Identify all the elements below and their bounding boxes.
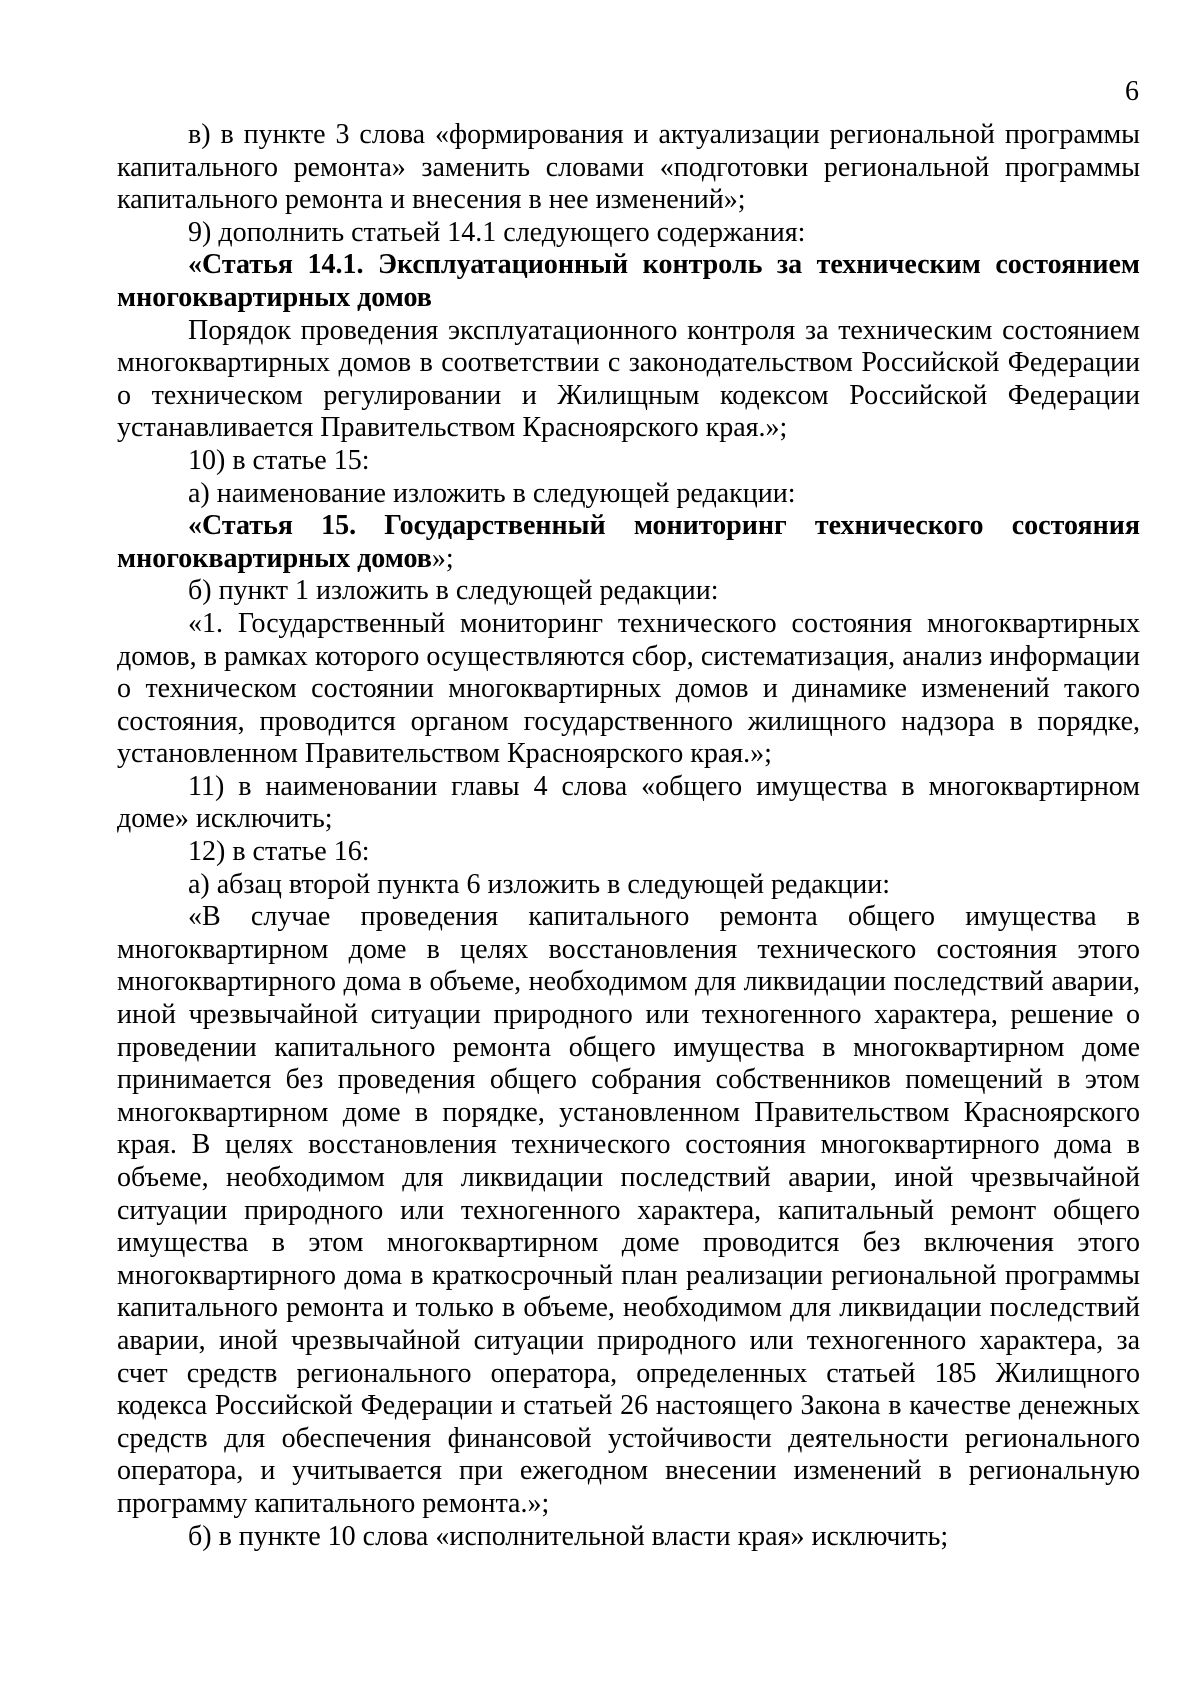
document-body: [117, 119, 1140, 1553]
article-15-heading: [117, 510, 1140, 575]
paragraph-item-10-b: б) пункт 1 изложить в следующей редакции:: [188, 575, 719, 607]
article-15-point-1-text: «1. Государственный мониторинг технического состояния многоквартирных домов, в рамках которого осуществляются сбор, систематизация, анализ информации о техническом состоянии многоквартирных домов и динамике изменений такого состояния, проводится органом государственного жилищного надзора в порядке, установленном Правительством Красноярского края.»;: [117, 607, 1140, 770]
paragraph-item-9: 9) дополнить статьей 14.1 следующего содержания:: [188, 216, 806, 248]
paragraph-item-10-a: а) наименование изложить в следующей редакции:: [188, 477, 796, 509]
page-number: 6: [1125, 76, 1139, 107]
paragraph-item-11: 11) в наименовании главы 4 слова «общего имущества в многоквартирном доме» исключить;: [117, 770, 1140, 835]
paragraph-item-v: в) в пункте 3 слова «формирования и актуализации региональной программы капитального ремонта» заменить словами «подготовки региональной программы капитального ремонта и внесения в нее изменений»;: [117, 119, 1140, 216]
paragraph-item-10: 10) в статье 15:: [188, 444, 370, 476]
article-14-1-heading: «Статья 14.1. Эксплуатационный контроль за техническим состоянием многоквартирных домов: [117, 249, 1140, 313]
paragraph-item-12: 12) в статье 16:: [188, 836, 370, 868]
article-15-heading-tail: »;: [431, 542, 454, 574]
article-14-1-text: Порядок проведения эксплуатационного контроля за техническим состоянием многоквартирных домов в соответствии с законодательством Российской Федерации о техническом регулировании и Жилищным кодексом Российской Федерации устанавливается Правительством Красноярского края.»;: [117, 314, 1140, 444]
paragraph-item-12-b: б) в пункте 10 слова «исполнительной власти края» исключить;: [188, 1520, 949, 1552]
article-15-heading-title: «Статья 15. Государственный мониторинг технического состояния многоквартирных домов: [117, 510, 1140, 574]
paragraph-item-12-a: а) абзац второй пункта 6 изложить в следующей редакции:: [188, 868, 891, 900]
article-16-point-6-text: «В случае проведения капитального ремонта общего имущества в многоквартирном доме в целях восстановления технического состояния этого многоквартирного дома в объеме, необходимом для ликвидации последствий аварии, иной чрезвычайной ситуации природного или техногенного характера, решение о проведении капитального ремонта общего имущества в многоквартирном доме принимается без проведения общего собрания собственников помещений в этом многоквартирном доме в порядке, установленном Правительством Красноярского края. В целях восстановления технического состояния многоквартирного дома в объеме, необходимом для ликвидации последствий аварии, иной чрезвычайной ситуации природного или техногенного характера, капитальный ремонт общего имущества в этом многоквартирном доме проводится без включения этого многоквартирного дома в краткосрочный план реализации региональной программы капитального ремонта и только в объеме, необходимом для ликвидации последствий аварии, иной чрезвычайной ситуации природного или техногенного характера, за счет средств регионального оператора, определенных статьей 185 Жилищного кодекса Российской Федерации и статьей 26 настоящего Закона в качестве денежных средств для обеспечения финансовой устойчивости деятельности регионального оператора, и учитывается при ежегодном внесении изменений в региональную программу капитального ремонта.»;: [117, 901, 1140, 1519]
